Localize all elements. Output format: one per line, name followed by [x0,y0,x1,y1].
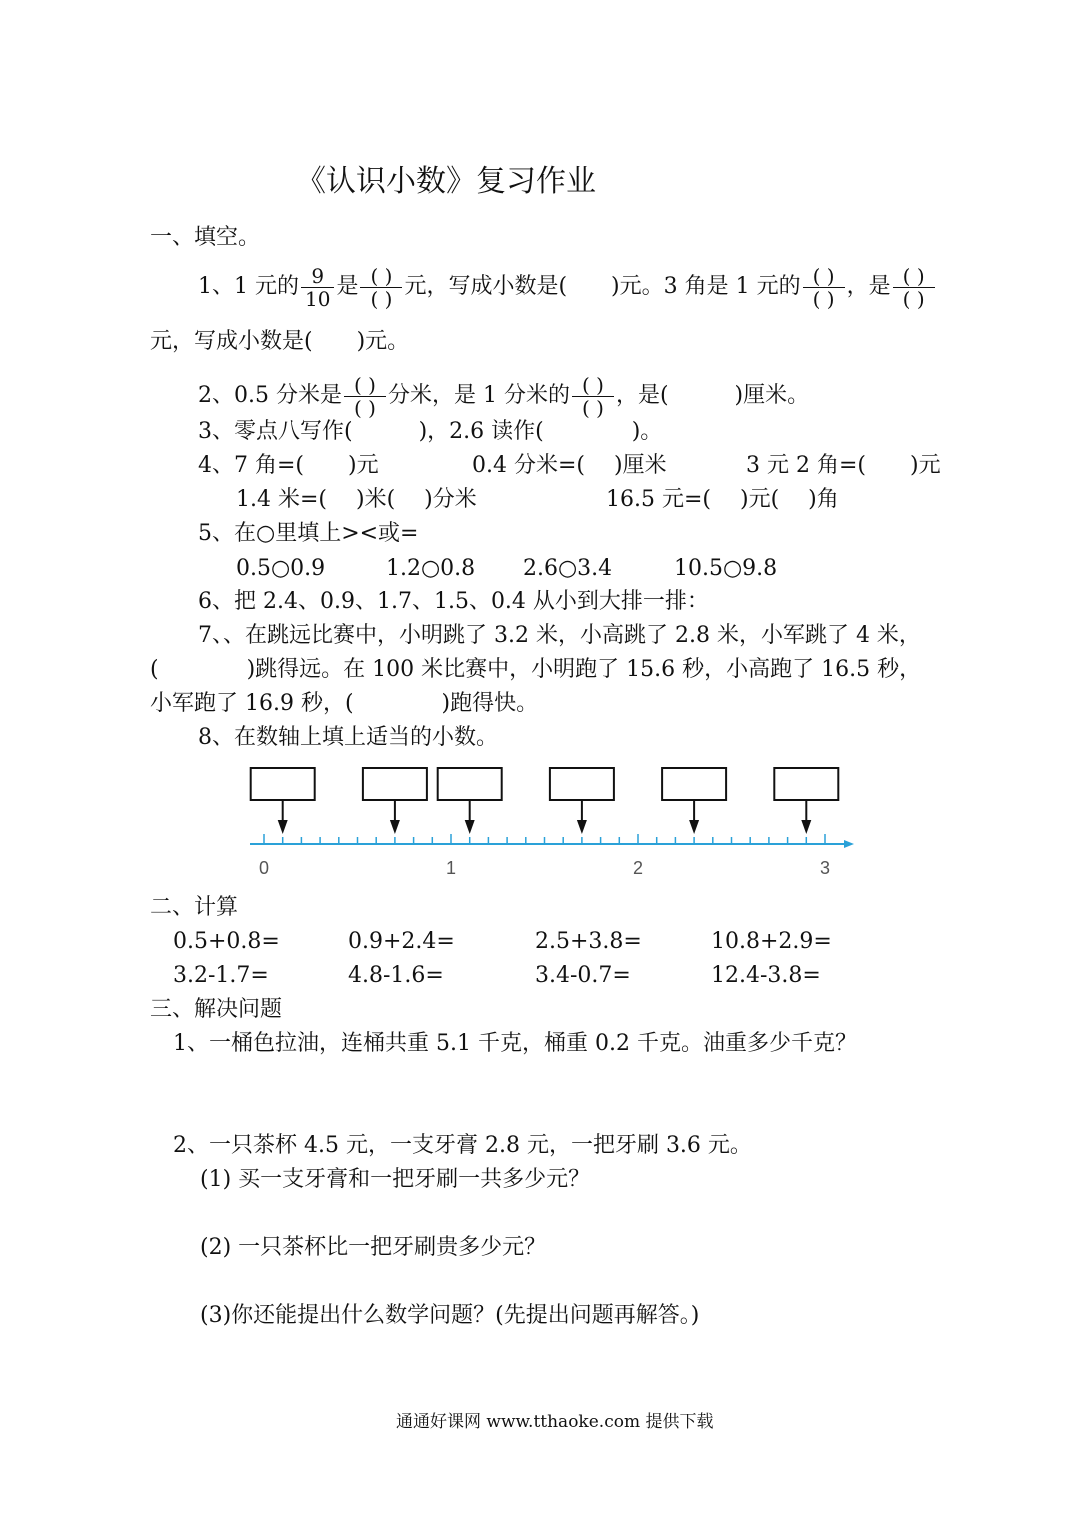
answer-box[interactable] [251,768,315,834]
q2-part-a: 2、0.5 分米是 [198,383,342,408]
answer-box[interactable] [438,768,502,834]
problem-2-part-2: (2) 一只茶杯比一把牙刷贵多少元？ [200,1235,547,1260]
question-7-line-2: ( )跳得远。在 100 米比赛中，小明跑了 15.6 秒，小高跑了 16.5 秒， [150,657,922,682]
compare-item-1: 0.5○0.9 [236,556,326,581]
compare-item-4: 10.5○9.8 [674,556,778,581]
q4-item-4: 1.4 米=( )米( )分米 [236,487,477,512]
tick-label: 3 [819,858,831,878]
question-2 [198,372,809,420]
question-8: 8、在数轴上填上适当的小数。 [198,725,498,750]
calc-item-6: 4.8-1.6= [348,963,444,988]
q1-part-d: ，是 [846,274,891,299]
calc-item-2: 0.9+2.4= [348,929,455,954]
q1-part-c: 元，写成小数是( )元。3 角是 1 元的 [404,274,801,299]
page-title: 《认识小数》复习作业 [296,164,596,199]
answer-box[interactable] [550,768,614,834]
problem-2: 2、一只茶杯 4.5 元，一支牙膏 2.8 元，一把牙刷 3.6 元。 [173,1133,752,1158]
q1-part-a: 1、1 元的 [198,274,299,299]
fraction-blank-1[interactable]: $\frac{( )}{( )}$ [360,265,402,310]
answer-box[interactable] [662,768,726,834]
answer-box[interactable] [363,768,427,834]
section-1-heading: 一、填空。 [150,225,261,250]
number-line [244,762,864,882]
q2-part-b: 分米，是 1 分米的 [387,383,570,408]
footer-credit: 通通好课网 www.tthaoke.com 提供下载 [396,1412,714,1432]
calc-item-1: 0.5+0.8= [173,929,280,954]
question-7-line-3: 小军跑了 16.9 秒，( )跑得快。 [150,691,539,716]
calc-item-5: 3.2-1.7= [173,963,269,988]
question-5: 5、在○里填上><或= [198,521,419,546]
q1-part-b: 是 [336,274,359,299]
calc-item-3: 2.5+3.8= [535,929,642,954]
fraction-blank-4[interactable]: $\frac{( )}{( )}$ [344,374,386,419]
question-7-line-1: 7、、在跳远比赛中，小明跳了 3.2 米，小高跳了 2.8 米，小军跳了 4 米， [198,623,921,648]
question-3: 3、零点八写作( )，2.6 读作( )。 [198,419,663,444]
calc-item-8: 12.4-3.8= [711,963,821,988]
question-6: 6、把 2.4、0.9、1.7、1.5、0.4 从小到大排一排： [198,589,709,614]
q4-item-3: 3 元 2 角=( )元 [746,453,941,478]
q4-item-2: 0.4 分米=( )厘米 [472,453,667,478]
number-line-arrowhead [844,840,854,848]
q4-item-5: 16.5 元=( )元( )角 [606,487,839,512]
section-3-heading: 三、解决问题 [150,997,283,1022]
fraction-blank-3[interactable]: $\frac{( )}{( )}$ [893,265,935,310]
answer-box[interactable] [774,768,838,834]
calc-item-4: 10.8+2.9= [711,929,832,954]
fraction-nine-tenths: $\frac{9}{10}$ [301,265,334,310]
problem-2-part-3: (3)你还能提出什么数学问题？(先提出问题再解答。) [200,1303,700,1328]
compare-item-2: 1.2○0.8 [386,556,476,581]
compare-item-3: 2.6○3.4 [523,556,613,581]
tick-label: 0 [258,858,270,878]
tick-label: 2 [632,858,644,878]
calc-item-7: 3.4-0.7= [535,963,631,988]
question-1-line-2: 元，写成小数是( )元。 [150,329,410,354]
problem-2-part-1: (1) 买一支牙膏和一把牙刷一共多少元？ [200,1167,591,1192]
q2-part-c: ，是( )厘米。 [615,383,810,408]
q4-item-1: 4、7 角=( )元 [198,453,379,478]
section-2-heading: 二、计算 [150,895,239,920]
fraction-blank-2[interactable]: $\frac{( )}{( )}$ [803,265,845,310]
fraction-blank-5[interactable]: $\frac{( )}{( )}$ [572,374,614,419]
question-1 [198,262,937,312]
problem-1: 1、一桶色拉油，连桶共重 5.1 千克，桶重 0.2 千克。油重多少千克？ [173,1031,857,1056]
tick-label: 1 [445,858,457,878]
